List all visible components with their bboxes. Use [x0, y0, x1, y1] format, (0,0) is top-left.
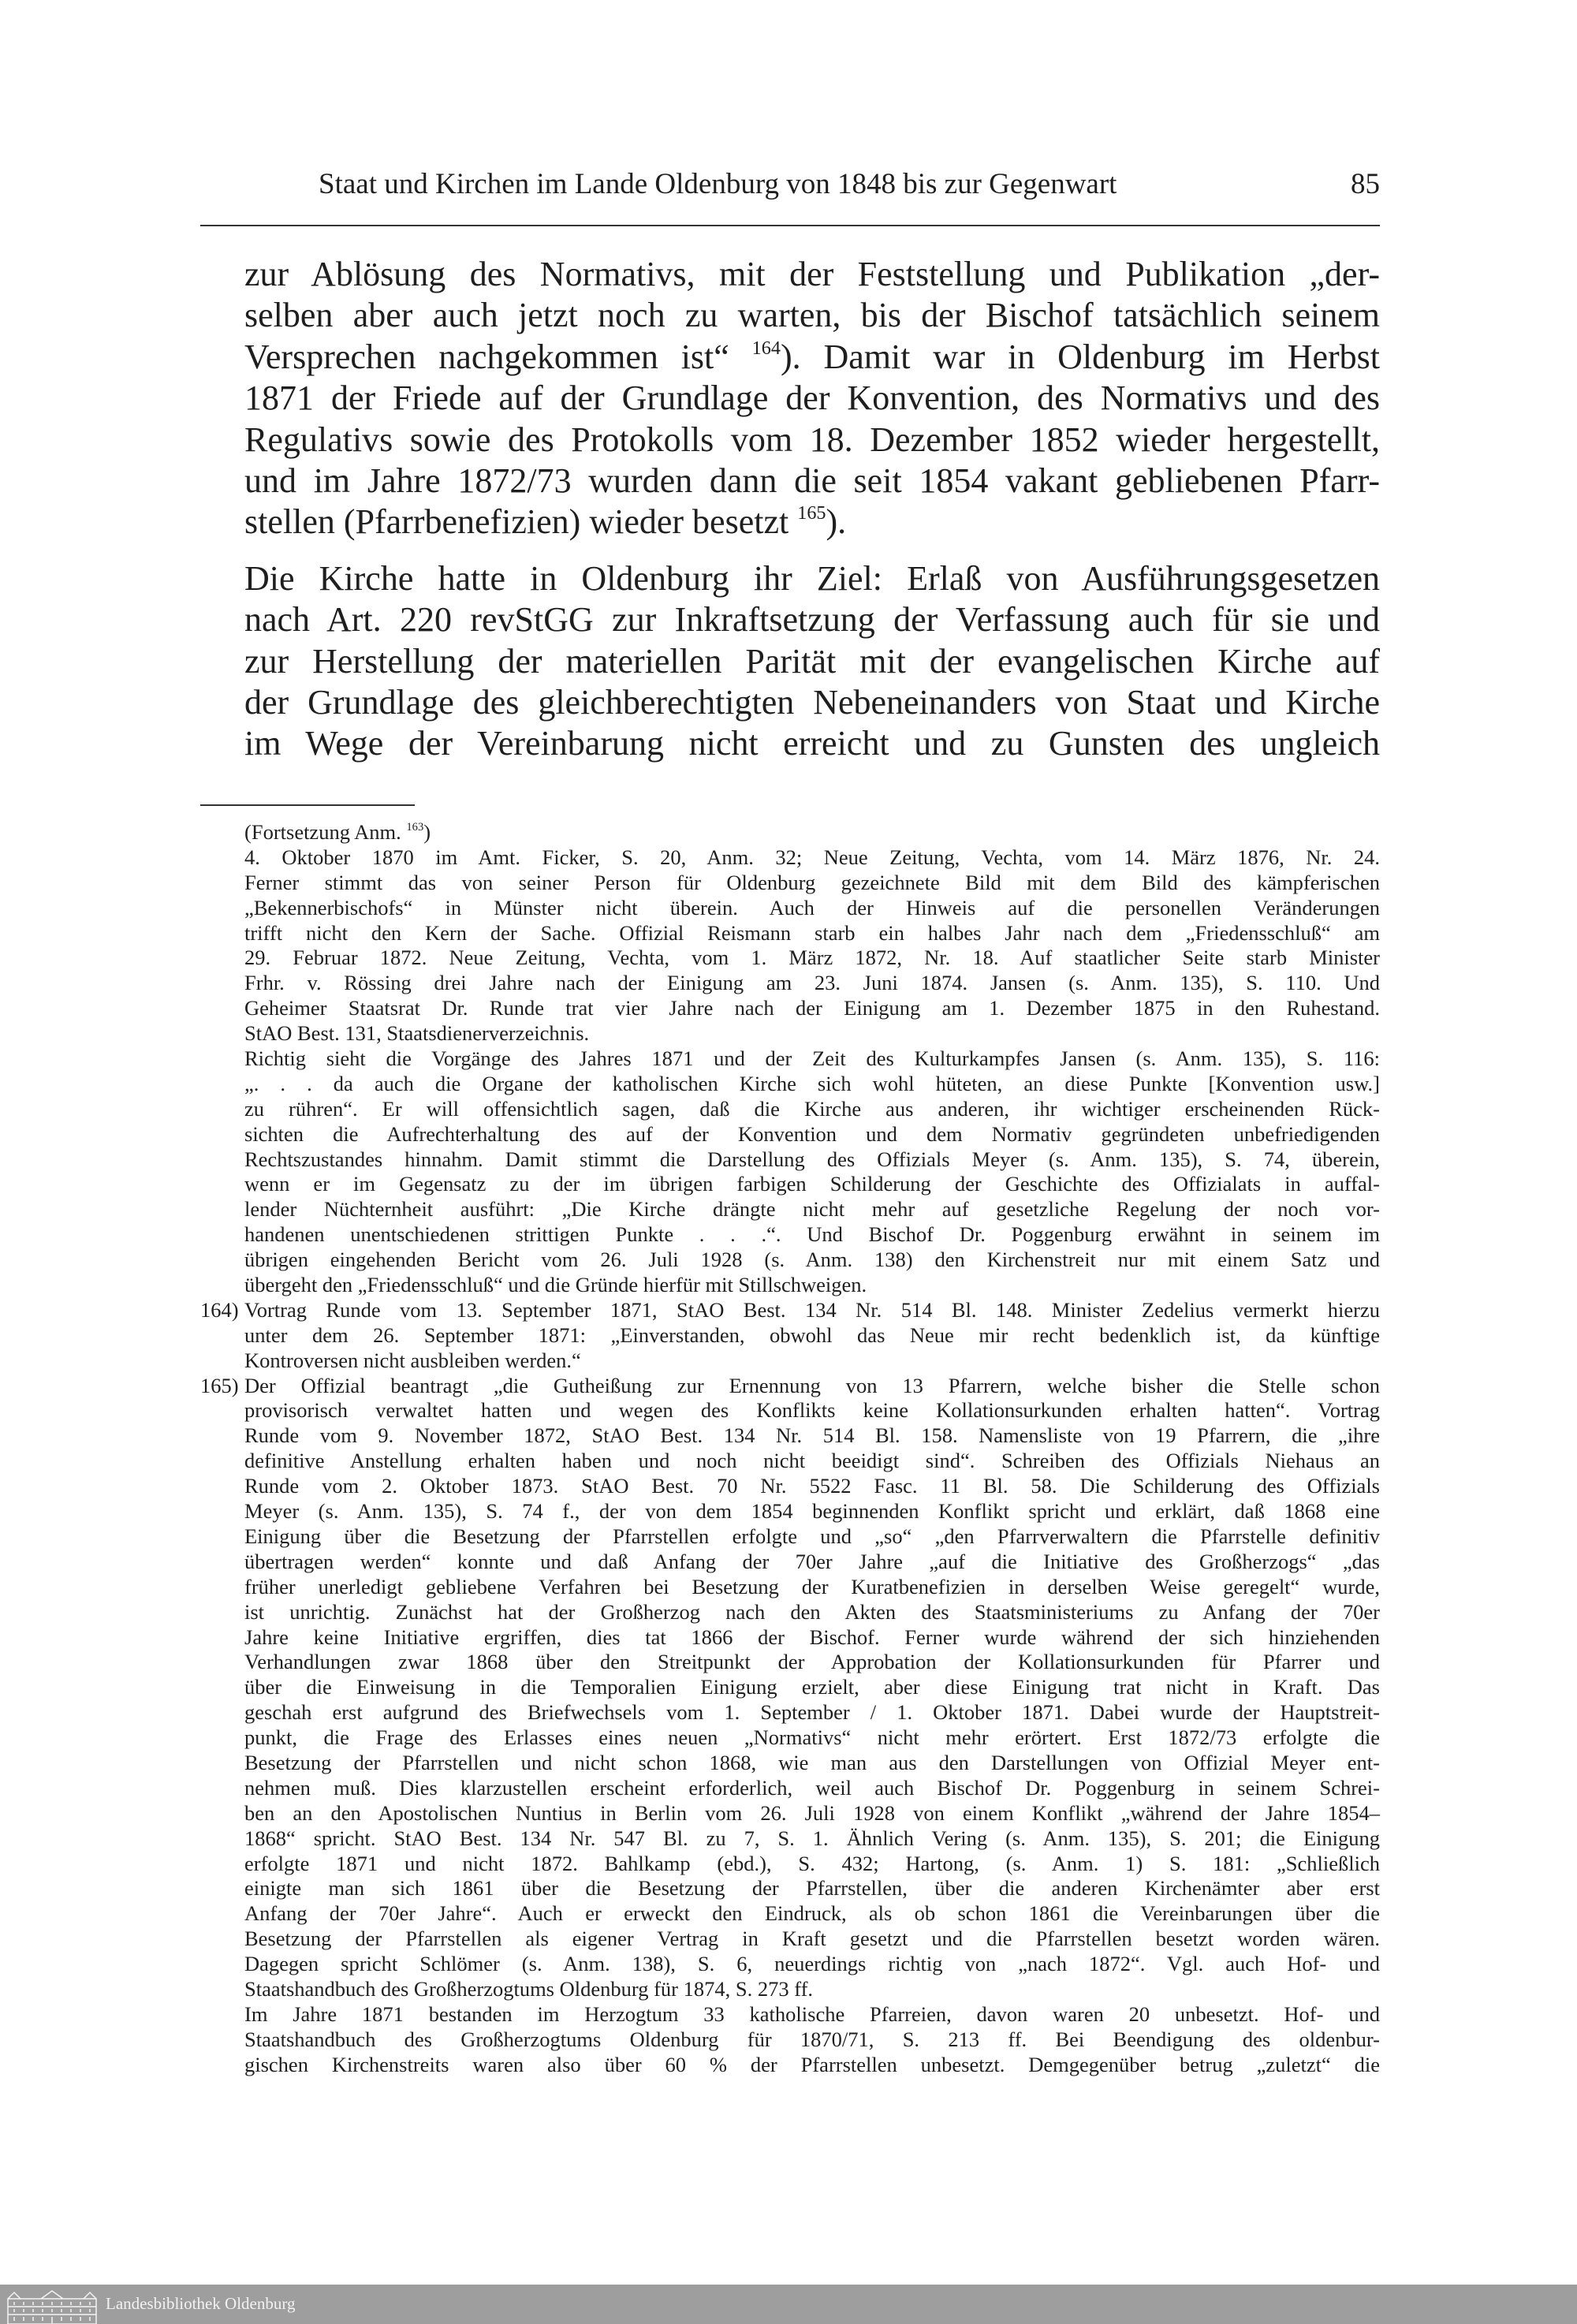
text-line: erfolgte 1871 und nicht 1872. Bahlkamp (ebd.), S. 432; Hartong, (s. Anm. 1) S. 181: „Schließlich	[244, 1851, 1380, 1875]
text-line: 1871 der Friede auf der Grundlage der Konvention, des Normativs und des	[244, 379, 1380, 418]
text-line: Richtig sieht die Vorgänge des Jahres 1871 und der Zeit des Kulturkampfes Jansen (s. Anm. 135), S. 116:	[244, 1046, 1380, 1071]
text-line	[244, 502, 1380, 543]
text-line: zur Herstellung der materiellen Parität mit der evangelischen Kirche auf	[244, 641, 1380, 681]
text-line: Frhr. v. Rössing drei Jahre nach der Einigung am 23. Juni 1874. Jansen (s. Anm. 135), S. 110. Und	[244, 971, 1380, 995]
text-line: übergeht den „Friedensschluß“ und die Gründe hierfür mit Stillschweigen.	[244, 1273, 867, 1297]
text-line: „Bekennerbischofs“ in Münster nicht überein. Auch der Hinweis auf die personellen Veränderungen	[244, 895, 1380, 920]
text-line: Runde vom 2. Oktober 1873. StAO Best. 70 Nr. 5522 Fasc. 11 Bl. 58. Die Schilderung des Offizials	[244, 1474, 1380, 1498]
library-name: Landesbibliothek Oldenburg	[106, 2294, 296, 2313]
text-line: Im Jahre 1871 bestanden im Herzogtum 33 katholische Pfarreien, davon waren 20 unbesetzt. Hof- und	[244, 2001, 1380, 2026]
text-line: punkt, die Frage des Erlasses eines neuen „Normativs“ nicht mehr erörtert. Erst 1872/73 erfolgte die	[244, 1725, 1380, 1750]
footnote	[244, 2002, 1380, 2078]
text-line: nehmen muß. Dies klarzustellen erscheint erforderlich, weil auch Bischof Dr. Poggenburg in seinem Schrei-	[244, 1775, 1380, 1800]
text-line: früher unerledigt gebliebene Verfahren bei Besetzung der Kuratbenefizien in derselben Weise geregelt“ wurde,	[244, 1574, 1380, 1598]
text-line: Meyer (s. Anm. 135), S. 74 f., der von dem 1854 beginnenden Konflikt spricht und erklärt, daß 1868 eine	[244, 1499, 1380, 1524]
footnote-number: 164)	[200, 1297, 239, 1322]
text-line: 4. Oktober 1870 im Amt. Ficker, S. 20, Anm. 32; Neue Zeitung, Vechta, vom 14. März 1876, Nr. 24.	[244, 845, 1380, 869]
text-line: Besetzung der Pfarrstellen und nicht schon 1868, wie man aus den Darstellungen von Offizial Meyer ent-	[244, 1750, 1380, 1774]
text-line: Regulativs sowie des Protokolls vom 18. Dezember 1852 wieder hergestellt,	[244, 420, 1380, 459]
text-line: Der Offizial beantragt „die Gutheißung zur Ernennung von 13 Pfarrern, welche bisher die Stelle schon	[244, 1373, 1380, 1397]
text-line: sichten die Aufrechterhaltung des auf der Konvention und dem Normativ gegründeten unbefriedigenden	[244, 1121, 1380, 1146]
text-line: 29. Februar 1872. Neue Zeitung, Vechta, vom 1. März 1872, Nr. 18. Auf staatlicher Seite starb Minister	[244, 946, 1380, 970]
text-line: 1868“ spricht. StAO Best. 134 Nr. 547 Bl. zu 7, S. 1. Ähnlich Vering (s. Anm. 135), S. 201; die Einigung	[244, 1826, 1380, 1850]
text-line: StAO Best. 131, Staatsdienerverzeichnis.	[244, 1021, 590, 1046]
text-line: über die Einweisung in die Temporalien Einigung erzielt, aber diese Einigung trat nicht in Kraft. Das	[244, 1675, 1380, 1699]
text-line: geschah erst aufgrund des Briefwechsels vom 1. September / 1. Oktober 1871. Dabei wurde der Hauptstreit-	[244, 1700, 1380, 1725]
text-line: definitive Anstellung erhalten haben und noch nicht beeidigt sind“. Schreiben des Offizials Niehaus an	[244, 1449, 1380, 1473]
text-line: Verhandlungen zwar 1868 über den Streitpunkt der Approbation der Kollationsurkunden für Pfarrer und	[244, 1650, 1380, 1674]
text-line: übertragen werden“ konnte und daß Anfang der 70er Jahre „auf die Initiative des Großherzogs“ „das	[244, 1549, 1380, 1573]
text-segment: ).	[826, 502, 847, 542]
footnote-reference: 164	[751, 337, 781, 359]
text-line: Rechtszustandes hinnahm. Damit stimmt die Darstellung des Offizials Meyer (s. Anm. 135), S. 74, überein,	[244, 1147, 1380, 1171]
text-line: zu rühren“. Er will offensichtlich sagen, daß die Kirche aus anderen, ihr wichtiger erscheinenden Rück-	[244, 1096, 1380, 1121]
text-line: handenen unentschiedenen strittigen Punkte . . .“. Und Bischof Dr. Poggenburg erwähnt in seinem im	[244, 1222, 1380, 1247]
text-line: einigte man sich 1861 über die Besetzung der Pfarrstellen, über die anderen Kirchenämter aber erst	[244, 1876, 1380, 1901]
text-line: Die Kirche hatte in Oldenburg ihr Ziel: Erlaß von Ausführungsgesetzen	[244, 558, 1380, 598]
text-line: Dagegen spricht Schlömer (s. Anm. 138), S. 6, neuerdings richtig von „nach 1872“. Vgl. auch Hof- und	[244, 1952, 1380, 1976]
text-line: lender Nüchternheit ausführt: „Die Kirche drängte nicht mehr auf gesetzliche Regelung der noch vor-	[244, 1197, 1380, 1222]
running-header	[200, 167, 1380, 210]
footnote	[244, 845, 1380, 1046]
page-number: 85	[1351, 168, 1380, 200]
text-line: „. . . da auch die Organe der katholischen Kirche sich wohl hüteten, an diese Punkte [Konvention usw.]	[244, 1071, 1380, 1095]
text-line	[244, 820, 1380, 845]
text-line: Kontroversen nicht ausbleiben werden.“	[244, 1348, 581, 1372]
footnote	[244, 820, 1380, 845]
running-title: Staat und Kirchen im Lande Oldenburg von 1848 bis zur Gegenwart	[319, 168, 1117, 200]
body-paragraph	[244, 254, 1380, 543]
text-line: Jahre keine Initiative ergriffen, dies tat 1866 der Bischof. Ferner wurde während der sich hinziehenden	[244, 1625, 1380, 1649]
text-line: Runde vom 9. November 1872, StAO Best. 134 Nr. 514 Bl. 158. Namensliste von 19 Pfarrern, die „ihre	[244, 1423, 1380, 1448]
text-line: und im Jahre 1872/73 wurden dann die seit 1854 vakant gebliebenen Pfarr-	[244, 461, 1380, 500]
footnote-reference: 165	[797, 502, 826, 524]
footnote	[200, 1297, 1380, 1374]
text-line: Vortrag Runde vom 13. September 1871, StAO Best. 134 Nr. 514 Bl. 148. Minister Zedelius vermerkt hierzu	[244, 1297, 1380, 1322]
text-line: unter dem 26. September 1871: „Einverstanden, obwohl das Neue mir recht bedenklich ist, da künftige	[244, 1322, 1380, 1347]
text-line: Ferner stimmt das von seiner Person für Oldenburg gezeichnete Bild mit dem Bild des kämpferischen	[244, 870, 1380, 894]
header-rule	[200, 225, 1380, 226]
text-line: gischen Kirchenstreits waren also über 60 % der Pfarrstellen unbesetzt. Demgegenüber betrug „zuletzt“ die	[244, 2052, 1380, 2076]
body-paragraph	[244, 558, 1380, 765]
text-line: Einigung über die Besetzung der Pfarrstellen erfolgte und „so“ „den Pfarrverwaltern die Pfarrstelle definitiv	[244, 1524, 1380, 1548]
text-segment: (Fortsetzung Anm.	[244, 820, 407, 844]
footnote	[200, 1373, 1380, 2002]
library-building-logo-icon	[6, 2289, 98, 2324]
footnote-rule	[200, 804, 415, 806]
text-segment: ). Damit war in Oldenburg im Herbst	[780, 337, 1380, 376]
text-line: provisorisch verwaltet hatten und wegen des Konflikts keine Kollationsurkunden erhalten hatten“. Vortrag	[244, 1398, 1380, 1423]
footnote	[244, 1046, 1380, 1298]
text-line: Besetzung der Pfarrstellen als eigener Vertrag in Kraft gesetzt und die Pfarrstellen besetzt worden wären.	[244, 1927, 1380, 1951]
text-line	[244, 337, 1380, 378]
text-line: selben aber auch jetzt noch zu warten, bis der Bischof tatsächlich seinem	[244, 296, 1380, 335]
footnote-number: 165)	[200, 1373, 239, 1397]
text-line: Anfang der 70er Jahre“. Auch er erweckt den Eindruck, als ob schon 1861 die Vereinbarungen über die	[244, 1901, 1380, 1926]
text-line: trifft nicht den Kern der Sache. Offizial Reismann starb ein halbes Jahr nach dem „Friedensschluß“ am	[244, 920, 1380, 945]
text-segment: )	[423, 820, 431, 844]
text-line: ben an den Apostolischen Nuntius in Berlin vom 26. Juli 1928 von einem Konflikt „während der Jahre 1854–	[244, 1800, 1380, 1825]
footnote-reference: 163	[406, 821, 424, 834]
text-line: der Grundlage des gleichberechtigten Nebeneinanders von Staat und Kirche	[244, 682, 1380, 722]
text-line: Geheimer Staatsrat Dr. Runde trat vier Jahre nach der Einigung am 1. Dezember 1875 in den Ruhestand.	[244, 996, 1380, 1020]
library-footer-bar	[0, 2285, 1577, 2324]
text-line: ist unrichtig. Zunächst hat der Großherzog nach den Akten des Staatsministeriums zu Anfang der 70er	[244, 1599, 1380, 1624]
text-line: Staatshandbuch des Großherzogtums Oldenburg für 1874, S. 273 ff.	[244, 1976, 814, 2001]
text-line: zur Ablösung des Normativs, mit der Feststellung und Publikation „der-	[244, 255, 1380, 293]
text-line: wenn er im Gegensatz zu der im übrigen farbigen Schilderung der Geschichte des Offizialats in auffal-	[244, 1172, 1380, 1196]
text-line: Staatshandbuch des Großherzogtums Oldenburg für 1870/71, S. 213 ff. Bei Beendigung des oldenbur-	[244, 2027, 1380, 2051]
text-line: übrigen eingehenden Bericht vom 26. Juli 1928 (s. Anm. 138) den Kirchenstreit nur mit einem Satz und	[244, 1248, 1380, 1272]
text-line: nach Art. 220 revStGG zur Inkraftsetzung der Verfassung auch für sie und	[244, 600, 1380, 640]
footnotes	[200, 820, 1380, 2078]
text-line: im Wege der Vereinbarung nicht erreicht und zu Gunsten des ungleich	[244, 724, 1380, 763]
text-segment: stellen (Pfarrbenefizien) wieder besetzt	[244, 502, 798, 542]
text-segment: Versprechen nachgekommen ist“	[244, 337, 752, 376]
main-text	[244, 254, 1380, 780]
